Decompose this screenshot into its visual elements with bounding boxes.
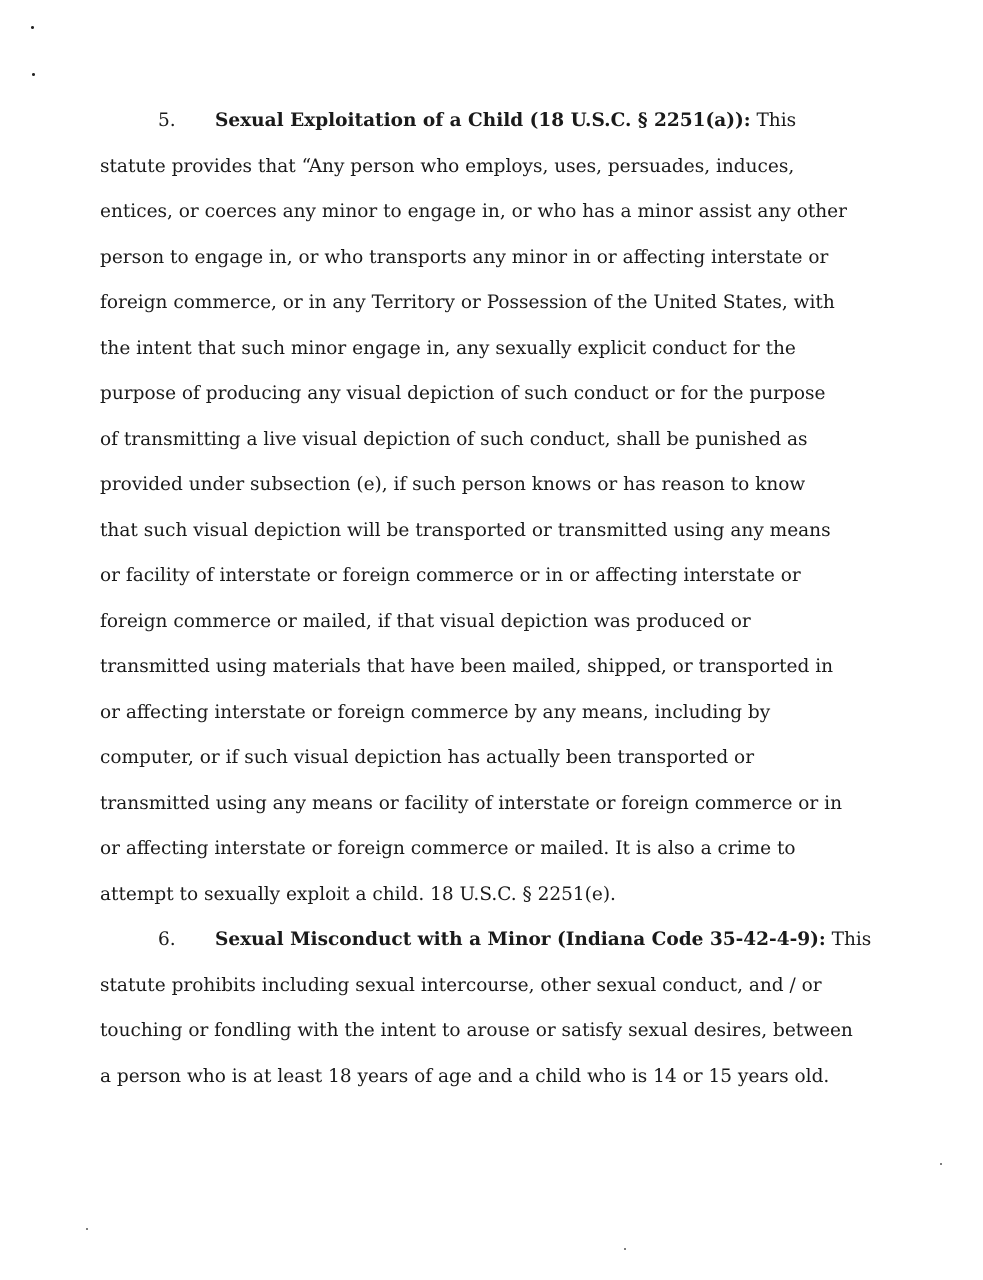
paragraph-first-line — [100, 98, 860, 144]
paragraph-heading: Sexual Exploitation of a Child (18 U.S.C. § 2251(a)): — [215, 110, 751, 131]
text-line: touching or fondling with the intent to arouse or satisfy sexual desires, between — [100, 1020, 853, 1041]
text-line: provided under subsection (e), if such person knows or has reason to know — [100, 474, 806, 495]
text-line: that such visual depiction will be transported or transmitted using any means — [100, 519, 831, 541]
paragraph-number: 6. — [158, 929, 176, 950]
text-line: or affecting interstate or foreign commerce by any means, including by — [100, 701, 771, 723]
text-line: purpose of producing any visual depiction of such conduct or for the purpose — [100, 383, 826, 404]
text-line: attempt to sexually exploit a child. 18 U.S.C. § 2251(e). — [100, 883, 616, 905]
scan-speck — [32, 73, 35, 76]
scan-speck — [624, 1248, 626, 1250]
text-line: of transmitting a live visual depiction of such conduct, shall be punished as — [100, 428, 808, 450]
paragraph-6 — [100, 917, 872, 1099]
text-line: transmitted using materials that have been mailed, shipped, or transported in — [100, 656, 834, 677]
text-line: entices, or coerces any minor to engage in, or who has a minor assist any other — [100, 201, 847, 222]
text-line: transmitted using any means or facility of interstate or foreign commerce or in — [100, 792, 842, 814]
paragraph-first-line-text: This — [750, 110, 797, 131]
paragraph-5 — [100, 98, 860, 917]
text-line: or facility of interstate or foreign commerce or in or affecting interstate or — [100, 565, 801, 586]
text-line: person to engage in, or who transports any minor in or affecting interstate or — [100, 246, 829, 268]
paragraph-number: 5. — [158, 110, 176, 131]
text-line: foreign commerce, or in any Territory or Possession of the United States, with — [100, 292, 835, 313]
scan-speck — [86, 1228, 88, 1230]
scan-speck — [940, 1163, 942, 1165]
text-line: the intent that such minor engage in, any sexually explicit conduct for the — [100, 337, 796, 359]
paragraph-heading: Sexual Misconduct with a Minor (Indiana Code 35-42-4-9): — [215, 929, 826, 950]
text-line: computer, or if such visual depiction has actually been transported or — [100, 747, 755, 768]
paragraph-first-line-text: This — [825, 929, 872, 950]
text-line: a person who is at least 18 years of age and a child who is 14 or 15 years old. — [100, 1065, 830, 1087]
text-line: statute provides that “Any person who employs, uses, persuades, induces, — [100, 155, 795, 177]
text-line: statute prohibits including sexual intercourse, other sexual conduct, and / or — [100, 974, 822, 996]
scan-speck — [31, 26, 34, 29]
paragraph-first-line — [100, 917, 872, 963]
text-line: or affecting interstate or foreign commerce or mailed. It is also a crime to — [100, 838, 796, 859]
text-line: foreign commerce or mailed, if that visual depiction was produced or — [100, 610, 751, 632]
